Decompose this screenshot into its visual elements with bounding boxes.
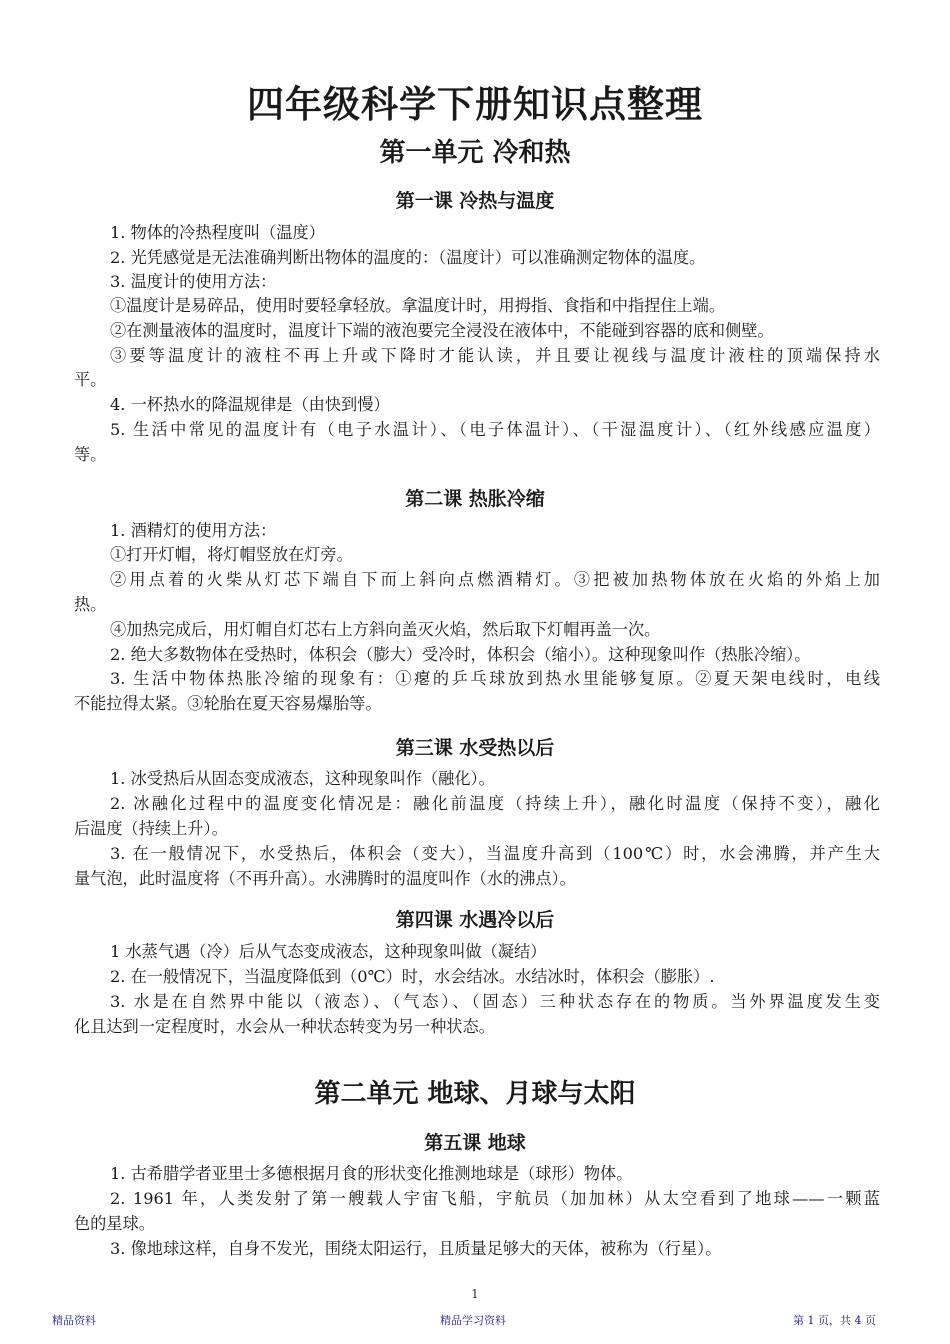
lesson-2-line: 1. 酒精灯的使用方法： xyxy=(110,521,277,540)
lesson-4-title: 第四课 水遇冷以后 xyxy=(395,909,555,931)
unit-2-title: 第二单元 地球、月球与太阳 xyxy=(314,1079,636,1109)
lesson-2-title: 第二课 热胀冷缩 xyxy=(405,488,545,510)
lesson-1-line: ③要等温度计的液柱不再上升或下降时才能认读，并且要让视线与温度计液柱的顶端保持水 xyxy=(110,346,880,365)
lesson-1-line: 平。 xyxy=(74,370,107,389)
lesson-5-line: 1. 古希腊学者亚里士多德根据月食的形状变化推测地球是（球形）物体。 xyxy=(110,1164,633,1183)
lesson-2-line: 3. 生活中物体热胀冷缩的现象有：①瘪的乒乓球放到热水里能够复原。②夏天架电线时，电线 xyxy=(110,669,880,688)
lesson-2-line: 2. 绝大多数物体在受热时，体积会（膨大）受冷时，体积会（缩小）。这种现象叫作（热胀冷缩）。 xyxy=(110,645,811,664)
lesson-4-line: 1 水蒸气遇（冷）后从气态变成液态，这种现象叫做（凝结） xyxy=(110,942,547,961)
lesson-2-line: ④加热完成后，用灯帽自灯芯右上方斜向盖灭火焰，然后取下灯帽再盖一次。 xyxy=(110,620,661,639)
lesson-1-line: ②在测量液体的温度时，温度计下端的液泡要完全浸没在液体中，不能碰到容器的底和侧壁。 xyxy=(110,321,774,340)
lesson-2-line: ①打开灯帽，将灯帽竖放在灯旁。 xyxy=(110,545,353,564)
footer-left-label: 精品资料 xyxy=(52,1314,96,1327)
footer-center-label: 精品学习资料 xyxy=(440,1314,506,1327)
lesson-5-line: 2. 1961 年，人类发射了第一艘载人宇宙飞船，宇航员（加加林）从太空看到了地球——一颗蓝 xyxy=(110,1189,880,1208)
lesson-1-line: 1. 物体的冷热程度叫（温度） xyxy=(110,223,325,242)
page-number: 1 xyxy=(471,1287,479,1301)
lesson-3-line: 量气泡，此时温度将（不再升高）。水沸腾时的温度叫作（水的沸点）。 xyxy=(74,869,576,888)
lesson-2-line: ②用点着的火柴从灯芯下端自下而上斜向点燃酒精灯。③把被加热物体放在火焰的外焰上加 xyxy=(110,570,880,589)
lesson-3-line: 1. 冰受热后从固态变成液态，这种现象叫作（融化）。 xyxy=(110,769,495,788)
lesson-1-title: 第一课 冷热与温度 xyxy=(395,190,555,212)
unit-1-title: 第一单元 冷和热 xyxy=(379,138,571,168)
lesson-5-title: 第五课 地球 xyxy=(424,1132,526,1154)
document-title: 四年级科学下册知识点整理 xyxy=(247,83,703,126)
lesson-1-line: 5. 生活中常见的温度计有（电子水温计）、（电子体温计）、（干湿温度计）、（红外线感应温度） xyxy=(110,420,880,439)
lesson-4-line: 化且达到一定程度时，水会从一种状态转变为另一种状态。 xyxy=(74,1017,495,1036)
lesson-1-line: 等。 xyxy=(74,445,107,464)
lesson-4-line: 3. 水是在自然界中能以（液态）、（气态）、（固态）三种状态存在的物质。当外界温度发生变 xyxy=(110,992,880,1011)
lesson-2-line: 热。 xyxy=(74,595,107,614)
lesson-1-line: 3. 温度计的使用方法： xyxy=(110,272,277,291)
lesson-1-line: ①温度计是易碎品，使用时要轻拿轻放。拿温度计时，用拇指、食指和中指捏住上端。 xyxy=(110,296,726,315)
lesson-3-line: 2. 冰融化过程中的温度变化情况是：融化前温度（持续上升），融化时温度（保持不变），融化 xyxy=(110,794,880,813)
lesson-1-line: 2. 光凭感觉是无法准确判断出物体的温度的：（温度计）可以准确测定物体的温度。 xyxy=(110,248,706,267)
lesson-5-line: 3. 像地球这样，自身不发光，围绕太阳运行，且质量足够大的天体，被称为（行星）。 xyxy=(110,1239,722,1258)
lesson-3-title: 第三课 水受热以后 xyxy=(395,737,555,759)
lesson-5-line: 色的星球。 xyxy=(74,1214,155,1233)
lesson-2-line: 不能拉得太紧。③轮胎在夏天容易爆胎等。 xyxy=(74,694,382,713)
lesson-3-line: 后温度（持续上升）。 xyxy=(74,819,228,838)
footer-page-count: 第 1 页，共 4 页 xyxy=(793,1314,876,1327)
lesson-4-line: 2. 在一般情况下，当温度降低到（0℃）时，水会结冰。水结冰时，体积会（膨胀）. xyxy=(110,967,715,986)
lesson-3-line: 3. 在一般情况下，水受热后，体积会（变大），当温度升高到（100℃）时，水会沸腾，并产生大 xyxy=(110,844,880,863)
lesson-1-line: 4. 一杯热水的降温规律是（由快到慢） xyxy=(110,395,390,414)
